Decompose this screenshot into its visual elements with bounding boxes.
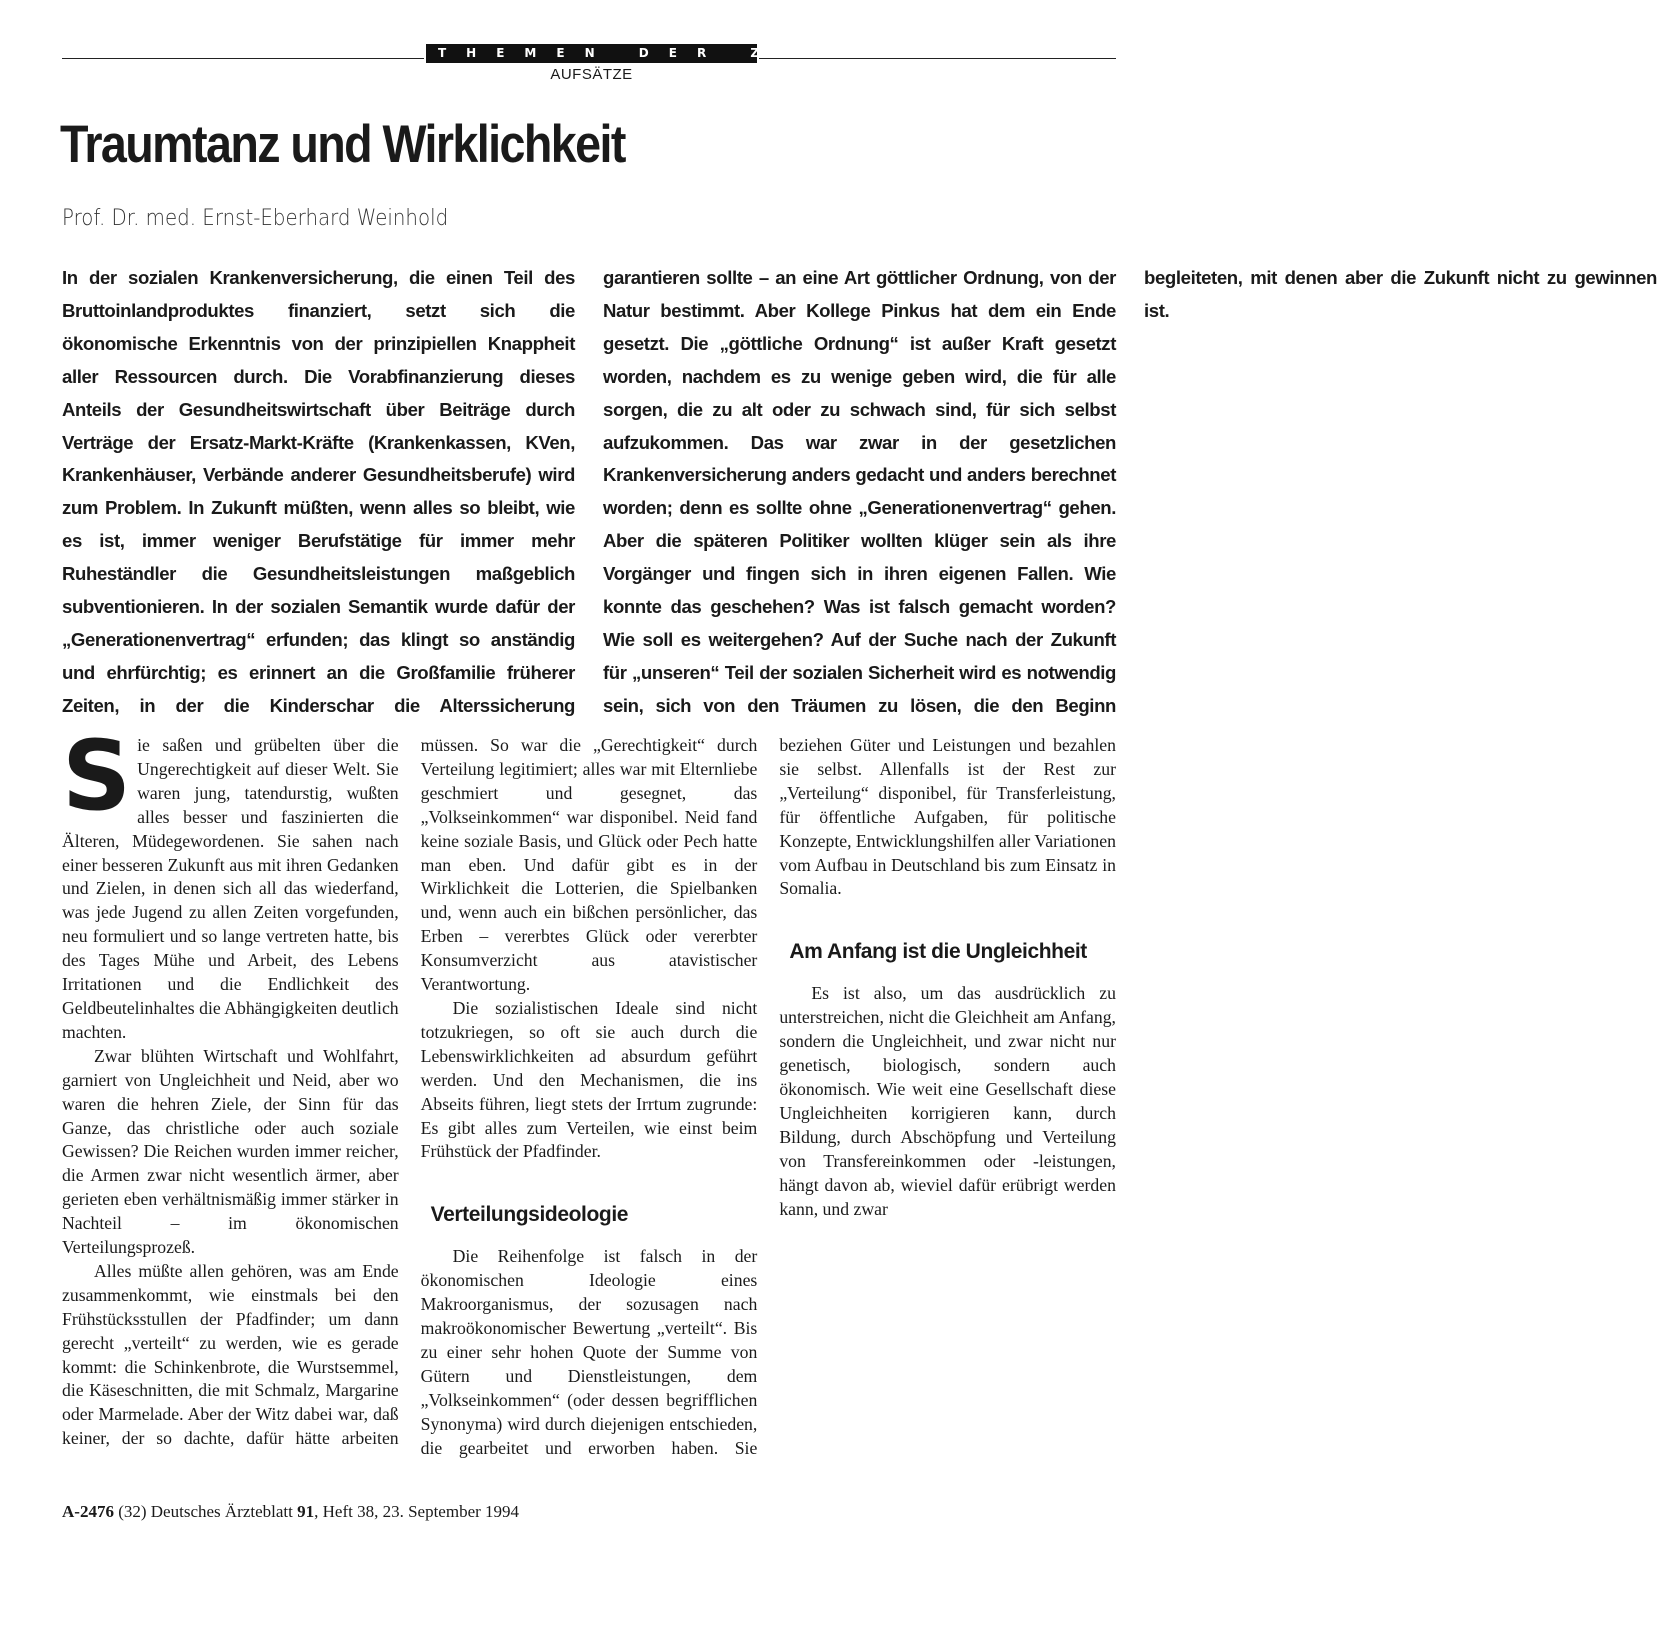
body-paragraph-6: Es ist also, um das ausdrücklich zu unterstreichen, nicht die Gleichheit am Anfang, sondern die Ungleichheit, und zwar nicht nur genetisch, biologisch, sondern auch ökonomisch. Wie weit eine Gesellschaft diese Ungleichheiten korrigieren kann, durch Bildung, durch Abschöpfung und Verteilung von Transfereinkommen oder -leistungen, hängt davon ab, wieviel dafür erübrigt werden kann, und zwar [779,983,1116,1219]
subsection-label: AUFSÄTZE [550,66,633,83]
journal-name: Deutsches Ärzteblatt [150,1502,293,1521]
section-label: THEMEN DER ZEIT [426,44,757,63]
body-paragraph-2: Zwar blühten Wirtschaft und Wohlfahrt, garniert von Ungleichheit und Neid, aber wo waren die hehren Ziele, der Sinn für das Ganze, das christliche oder auch soziale Gewissen? Die Reichen wurden immer reicher, die Armen zwar nicht wesentlich ärmer, aber gerieten eben verhältnismäßig immer stärker in Nachteil – im ökonomischen Verteilungsprozeß. [62,1045,399,1258]
lead-paragraph: In der sozialen Krankenversicherung, die einen Teil des Bruttoinlandproduktes finanziert, setzt sich die ökonomische Erkenntnis von der prinzipiellen Knappheit aller Ressourcen durch. Die Vorabfinanzierung dieses Anteils der Gesundheitswirtschaft über Beiträge durch Verträge der Ersatz-Markt-Kräfte (Krankenkassen, KVen, Krankenhäuser, Verbände anderer Gesundheitsberufe) wird zum Problem. In Zukunft müßten, wenn alles so bleibt, wie es ist, immer weniger Berufstätige für immer mehr Ruheständler die Gesundheitsleistungen maßgeblich subventionieren. In der sozialen Semantik wurde dafür der „Generationenvertrag“ erfunden; das klingt so anständig und ehrfürchtig; es erinnert an die Großfamilie früherer Zeiten, in der die Kinderschar die Alterssicherung garantieren sollte – an eine Art göttlicher Ordnung, von der Natur bestimmt. Aber Kollege Pinkus hat dem ein Ende gesetzt. Die „göttliche Ordnung“ ist außer Kraft gesetzt worden, nachdem es zu wenige geben wird, die für alle sorgen, die zu alt oder zu schwach sind, für sich selbst aufzukommen. Das war zwar in der gesetzlichen Krankenversicherung anders gedacht und anders berechnet worden; denn es sollte ohne „Generationenvertrag“ gehen. Aber die späteren Politiker wollten klüger sein als ihre Vorgänger und fingen sich in ihren eigenen Fallen. Wie konnte das geschehen? Was ist falsch gemacht worden? Wie soll es weitergehen? Auf der Suche nach der Zukunft für „unseren“ Teil der sozialen Sicherheit wird es notwendig sein, sich von den Träumen zu lösen, die den Beginn begleiteten, mit denen aber die Zukunft nicht zu gewinnen ist. [62,267,1657,716]
subheading-verteilungsideologie: Verteilungsideologie [430,1203,629,1227]
issue-info: Heft 38, 23. September 1994 [322,1502,520,1521]
page-footer [62,1502,519,1522]
header-rule-left [62,58,424,59]
subheading-ungleichheit: Am Anfang ist die Ungleichheit [789,940,1087,964]
page-code: A-2476 [62,1502,114,1521]
body-paragraph-1-text: ie saßen und grübelten über die Ungerechtigkeit auf dieser Welt. Sie waren jung, tatendurstig, wußten alles besser und faszinierten die Älteren, Müdegewordenen. Sie sahen nach einer besseren Zukunft aus mit ihren Gedanken und Zielen, in denen sich all das wiederfand, was jede Jugend zu allen Zeiten vorgefunden, neu formuliert und so lange vertreten hatte, bis des Tages Mühe und Arbeit, des Lebens Irritationen und die Endlichkeit des Geldbeutelinhaltes die Abhängigkeiten deutlich machten. [62,735,399,1042]
body-paragraph-1 [62,720,399,1045]
page-number: (32) [118,1502,147,1521]
body-paragraph-3: Alles müßte allen gehören, was am Ende zusammenkommt, wie einstmals bei den Frühstücksstullen der Pfadfinder; um dann gerecht „verteilt“ zu werden, wie es gerade kommt: die Schinkenbrote, die Wurstsemmel, die Käseschnitten, die mit Schmalz, Margarine oder Marmelade. Aber der Witz dabei war, daß keiner, der so dachte, dafür hätte arbeiten müssen. So war die „Gerechtigkeit“ durch Verteilung legitimiert; alles war mit Elternliebe geschmiert und gesegnet, das „Volkseinkommen“ war disponibel. Neid fand keine soziale Basis, und Glück oder Pech hatte man eben. Und dafür gibt es in der Wirklichkeit die Lotterien, die Spielbanken und, wenn auch ein bißchen persönlicher, das Erben – vererbtes Glück oder vererbter Konsumverzicht aus atavistischer Verantwortung. [62,735,758,1449]
journal-volume: 91 [297,1502,315,1521]
body-paragraph-5: Die Reihenfolge ist falsch in der ökonomischen Ideologie eines Makroorganismus, der sozusagen nach makroökonomischer Bewertung „verteilt“. Bis zu einer sehr hohen Quote der Summe von Gütern und Dienstleistungen, dem „Volkseinkommen“ (oder dessen begrifflichen Synonyma) wird durch diejenigen entschieden, die gearbeitet und erworben haben. Sie beziehen Güter und Leistungen und bezahlen sie selbst. Allenfalls ist der Rest zur „Verteilung“ disponibel, für Transferleistung, für öffentliche Aufgaben, für politische Konzepte, Entwicklungshilfen aller Variationen vom Aufbau in Deutschland bis zum Einsatz in Somalia. [420,735,1116,1458]
body-paragraph-4: Die sozialistischen Ideale sind nicht totzukriegen, so oft sie auch durch die Lebenswirklichkeiten ad absurdum geführt werden. Und den Mechanismen, die ins Abseits führen, liegt stets der Irrtum zugrunde: Es gibt alles zum Verteilen, wie einst beim Frühstück der Pfadfinder. [420,997,758,1162]
drop-cap: S [62,720,132,832]
article-body [62,720,1116,1470]
article-title: Traumtanz und Wirklichkeit [60,115,625,174]
footer-separator: , [314,1502,319,1521]
header-rule-right [759,58,1116,59]
article-author: Prof. Dr. med. Ernst-Eberhard Weinhold [62,206,449,231]
